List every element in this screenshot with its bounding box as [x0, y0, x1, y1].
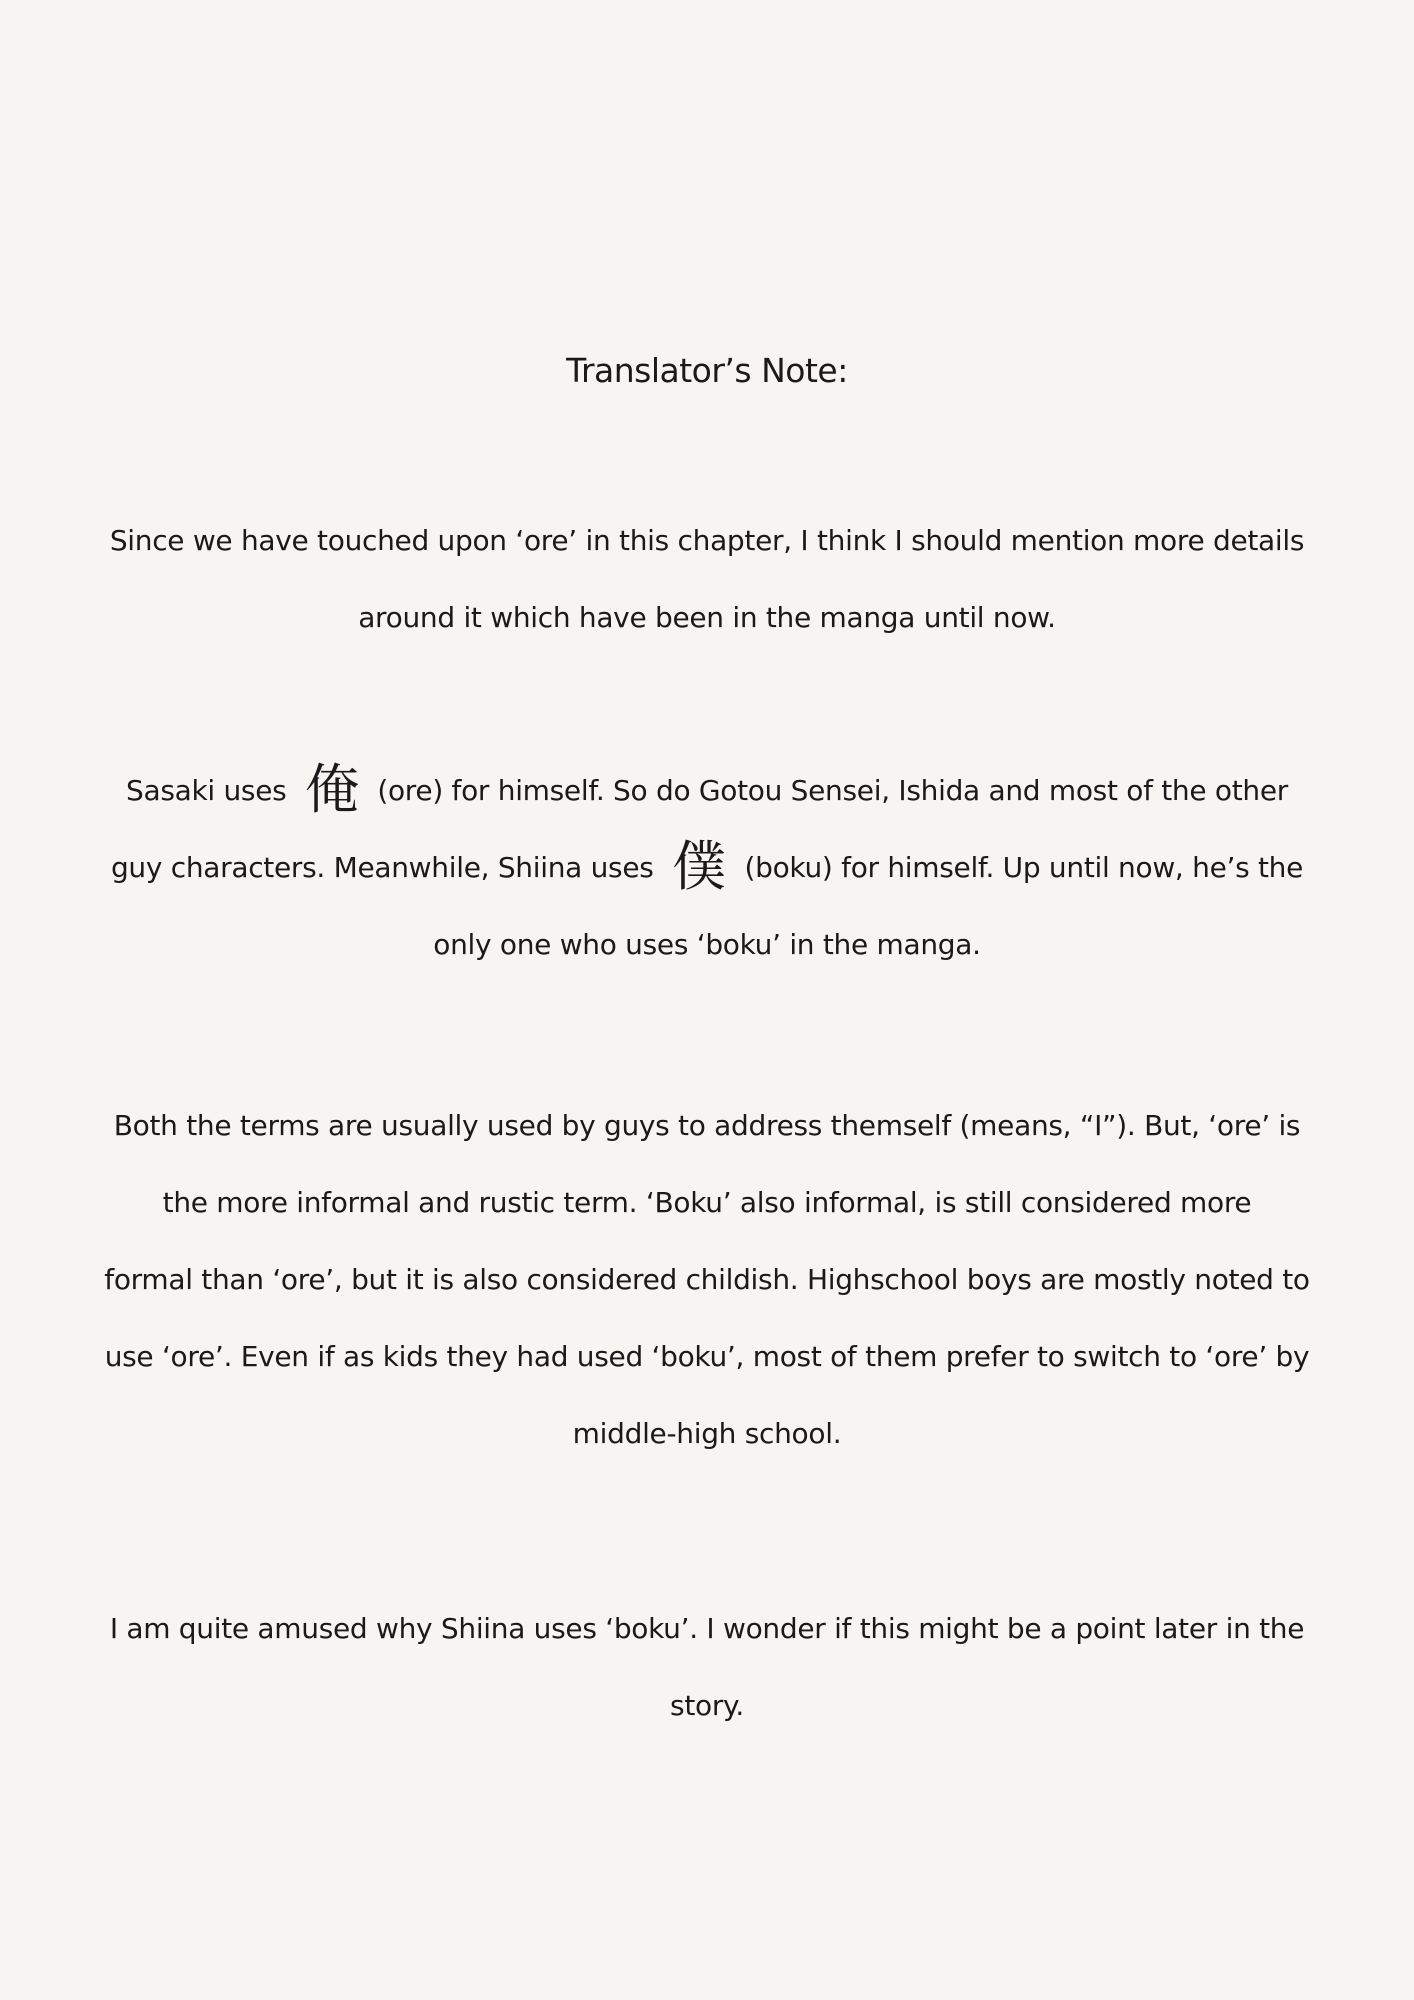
text-line: I am quite amused why Shiina uses ‘boku’. I wonder if this might be a point later in the: [109, 1612, 1305, 1645]
text-line: around it which have been in the manga until now.: [358, 601, 1056, 634]
paragraph-closing-remark: [0, 1590, 1414, 1744]
text-segment: (boku) for himself. Up until now, he’s the: [744, 851, 1304, 884]
paragraph-term-explanation: [0, 1087, 1414, 1472]
text-line: formal than ‘ore’, but it is also considered childish. Highschool boys are mostly noted to: [104, 1263, 1310, 1296]
text-line: middle-high school.: [572, 1417, 842, 1450]
text-line: the more informal and rustic term. ‘Boku’ also informal, is still considered more: [162, 1186, 1252, 1219]
text-segment: Sasaki uses: [126, 774, 287, 807]
text-line: use ‘ore’. Even if as kids they had used ‘boku’, most of them prefer to switch to ‘ore’ by: [104, 1340, 1310, 1373]
text-segment: guy characters. Meanwhile, Shiina uses: [110, 851, 654, 884]
text-line: only one who uses ‘boku’ in the manga.: [433, 928, 981, 961]
text-line: Since we have touched upon ‘ore’ in this chapter, I think I should mention more details: [109, 524, 1305, 557]
text-line: [0, 752, 1414, 829]
text-line: Both the terms are usually used by guys to address themself (means, “I”). But, ‘ore’ is: [113, 1109, 1301, 1142]
text-line: story.: [670, 1689, 744, 1722]
text-segment: (ore) for himself. So do Gotou Sensei, Ishida and most of the other: [377, 774, 1288, 807]
paragraph-intro: [0, 502, 1414, 656]
page-title: Translator’s Note:: [566, 351, 848, 390]
kanji-boku: 僕: [672, 835, 726, 898]
text-line: [0, 829, 1414, 906]
paragraph-character-usage: [0, 752, 1414, 983]
kanji-ore: 俺: [305, 758, 359, 821]
